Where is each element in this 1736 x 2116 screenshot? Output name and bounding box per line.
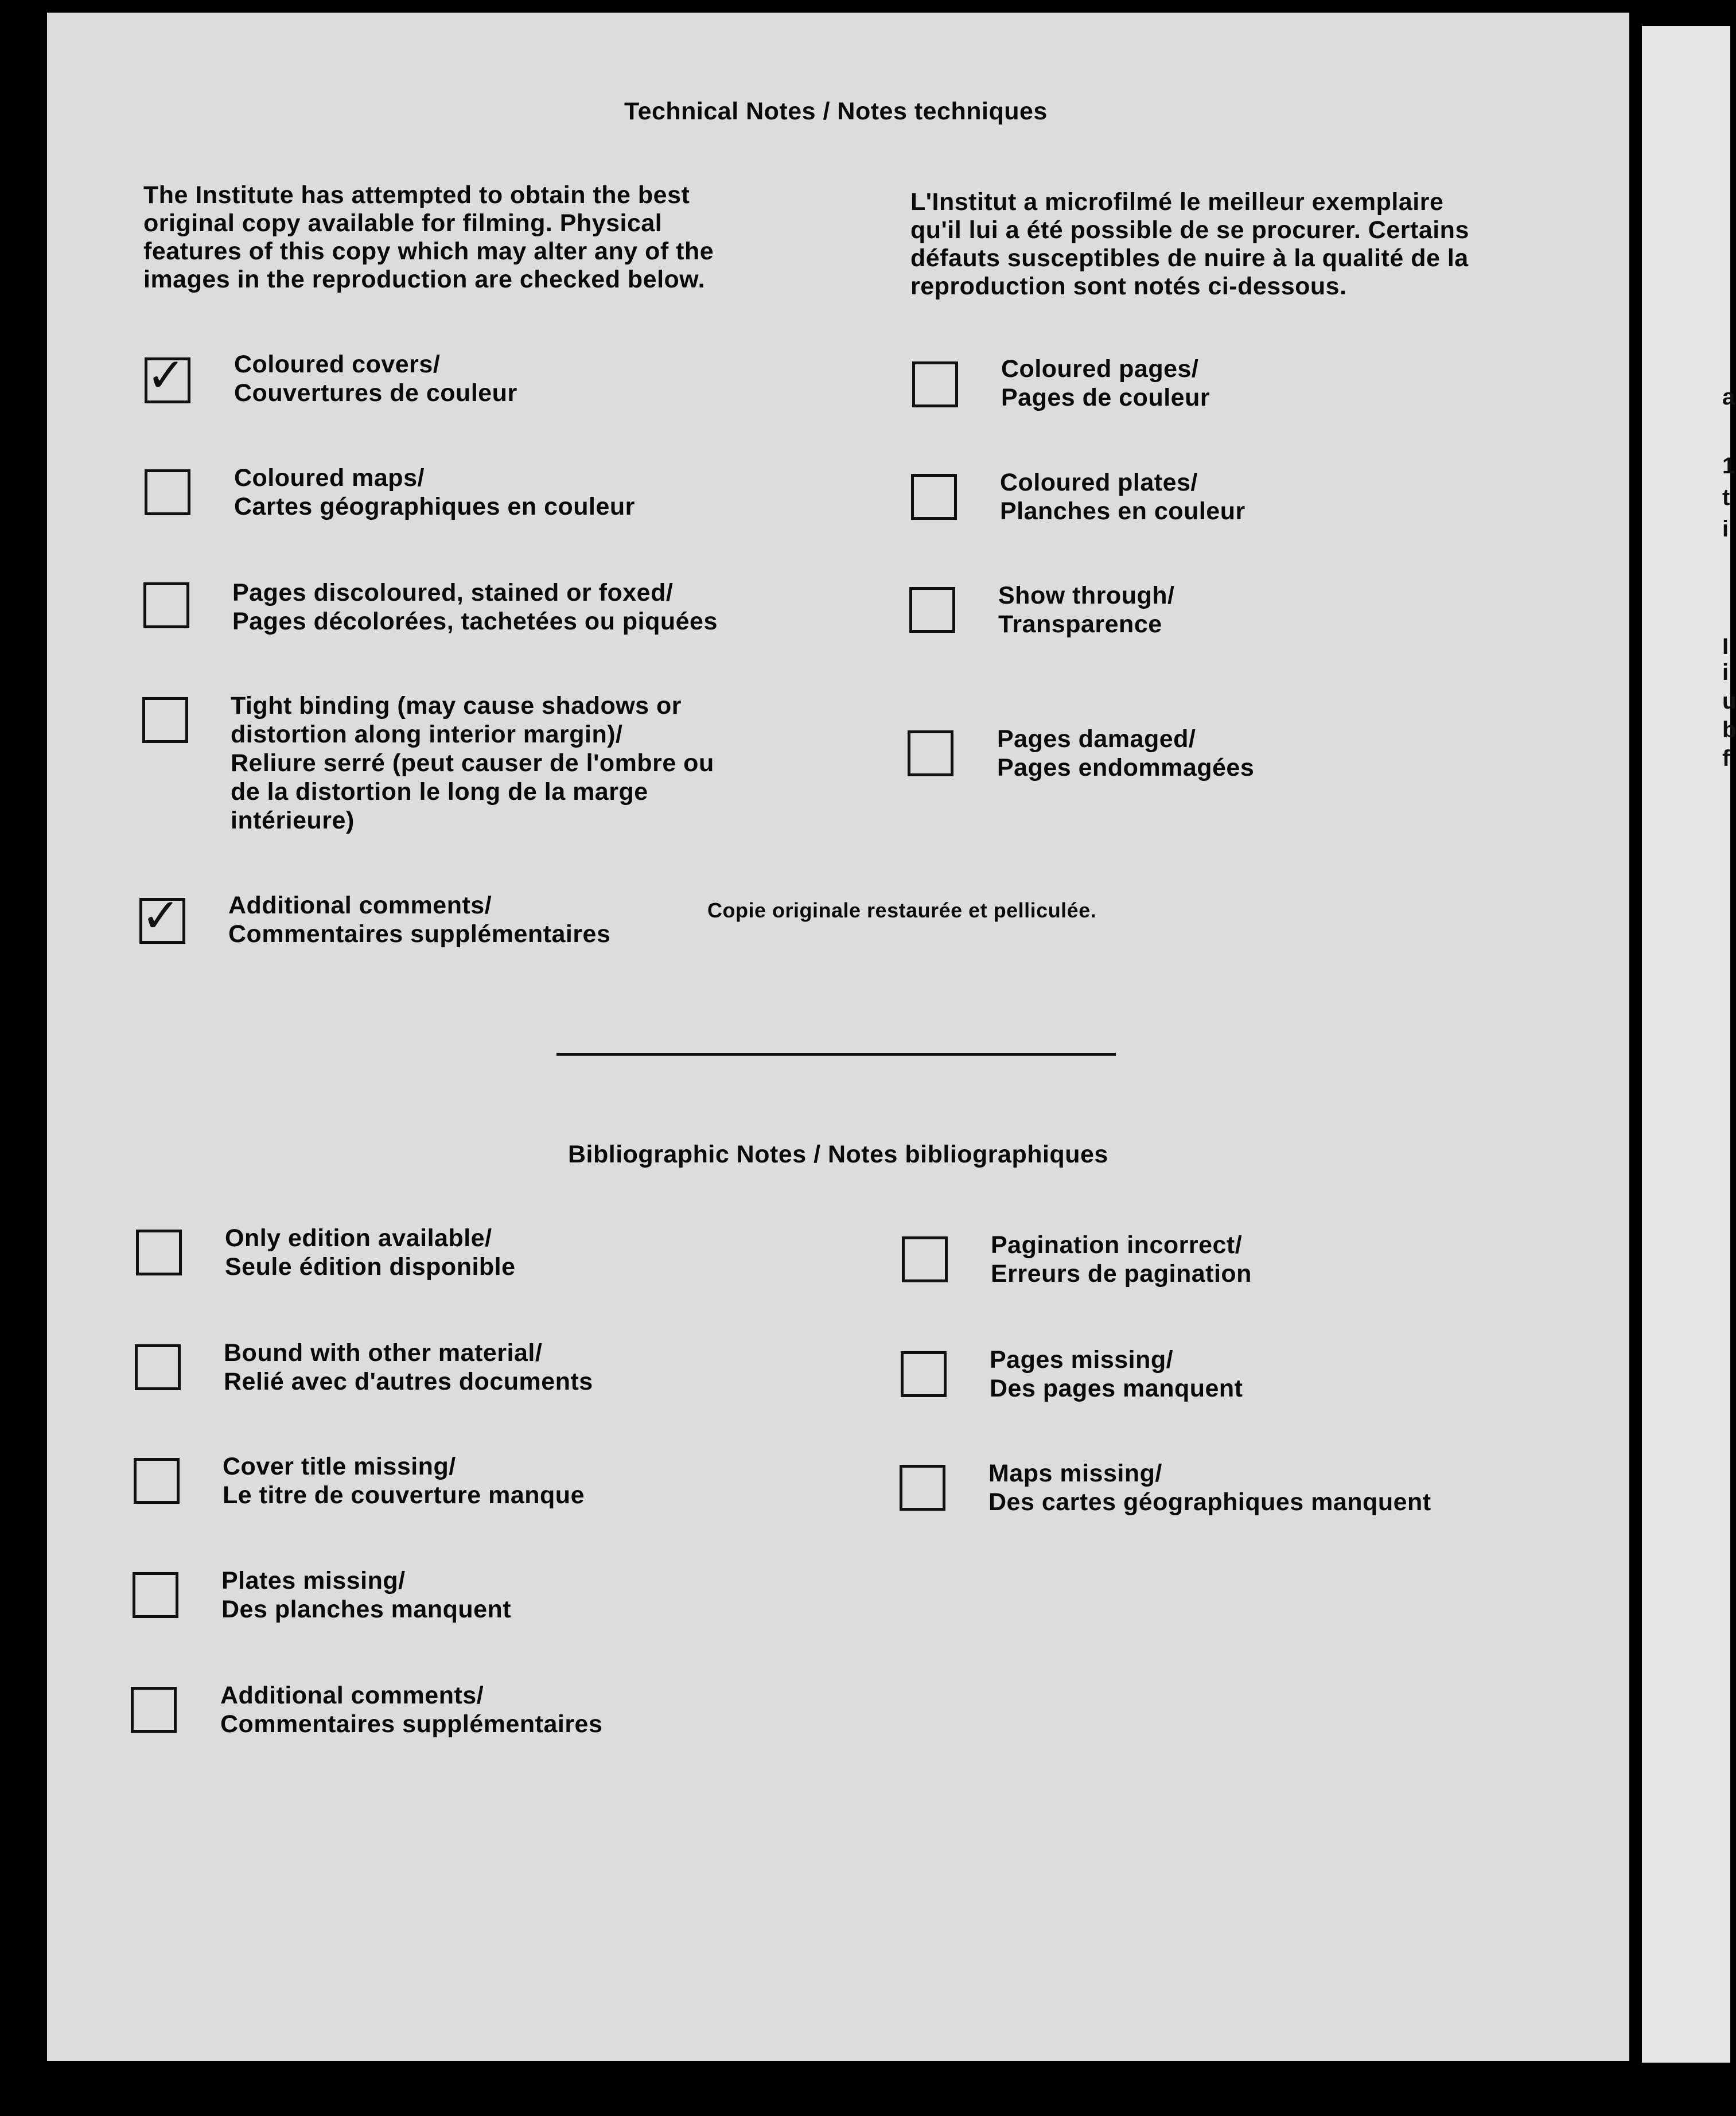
pages-damaged-checkbox[interactable] [908,730,953,776]
only-edition-checkbox[interactable] [136,1230,182,1275]
maps-missing-label: Maps missing/ Des cartes géographiques manquent [988,1460,1431,1516]
cover-title-missing-checkbox[interactable] [134,1458,180,1504]
show-through-label: Show through/ Transparence [998,582,1175,638]
coloured-plates-label: Coloured plates/ Planches en couleur [1000,469,1245,525]
film-border-bottom [0,2063,1730,2116]
edge-letter: u [1722,689,1736,714]
bibliographic-notes-title: Bibliographic Notes / Notes bibliographiques [568,1141,1108,1168]
intro-english: The Institute has attempted to obtain the best original copy available for filming. Physical features of this copy which may alter any of the images in the reproduction are checked below. [143,181,714,293]
coloured-pages-checkbox[interactable] [912,361,958,407]
document-page [47,13,1629,2061]
cover-title-missing-label: Cover title missing/ Le titre de couverture manque [223,1453,585,1509]
additional-comments-checkbox[interactable] [139,889,185,944]
only-edition-label: Only edition available/ Seule édition disponible [225,1224,516,1281]
maps-missing-checkbox[interactable] [900,1465,945,1511]
pages-missing-checkbox[interactable] [901,1351,947,1397]
edge-letter: i [1722,660,1729,685]
additional-comments-label: Additional comments/ Commentaires supplémentaires [228,892,611,948]
technical-notes-title: Technical Notes / Notes techniques [624,98,1048,125]
edge-letter: f [1722,746,1730,771]
pages-missing-label: Pages missing/ Des pages manquent [990,1346,1243,1402]
show-through-checkbox[interactable] [909,587,955,633]
pages-discoloured-checkbox[interactable] [143,582,189,628]
coloured-maps-label: Coloured maps/ Cartes géographiques en couleur [234,464,635,520]
pagination-incorrect-checkbox[interactable] [902,1236,948,1282]
coloured-pages-label: Coloured pages/ Pages de couleur [1001,355,1210,411]
additional-comments-text: Copie originale restaurée et pelliculée. [707,898,1097,922]
bib-additional-comments-checkbox[interactable] [131,1687,177,1733]
check-mark-icon: ✓ [146,348,186,403]
coloured-maps-checkbox[interactable] [145,469,190,515]
edge-letter: a [1722,384,1735,410]
edge-letter: 1 [1722,453,1735,479]
bound-with-label: Bound with other material/ Relié avec d'autres documents [224,1339,593,1395]
edge-letter: b [1722,717,1736,742]
plates-missing-label: Plates missing/ Des planches manquent [221,1567,512,1623]
adjacent-page-strip [1642,26,1730,2066]
edge-letter: t [1722,485,1730,510]
section-divider [556,1053,1116,1056]
coloured-plates-checkbox[interactable] [911,474,957,520]
bib-additional-comments-label: Additional comments/ Commentaires supplémentaires [220,1682,603,1738]
pages-discoloured-label: Pages discoloured, stained or foxed/ Pages décolorées, tachetées ou piquées [232,579,718,635]
coloured-covers-checkbox[interactable] [145,348,190,403]
intro-french: L'Institut a microfilmé le meilleur exemplaire qu'il lui a été possible de se procurer. Certains défauts susceptibles de nuire à la qualité de la reproduction sont notés ci-dessous. [910,188,1469,300]
edge-letter: I [1722,634,1729,659]
plates-missing-checkbox[interactable] [133,1572,178,1618]
pages-damaged-label: Pages damaged/ Pages endommagées [997,725,1255,781]
tight-binding-checkbox[interactable] [142,697,188,743]
bound-with-checkbox[interactable] [135,1344,181,1390]
edge-letter: i [1722,516,1729,542]
pagination-incorrect-label: Pagination incorrect/ Erreurs de pagination [991,1231,1252,1288]
tight-binding-label: Tight binding (may cause shadows or distortion along interior margin)/ Reliure serré (peut causer de l'ombre ou de la distortion le long de la marge intérieure) [231,692,714,834]
coloured-covers-label: Coloured covers/ Couvertures de couleur [234,351,517,407]
check-mark-icon: ✓ [141,889,181,943]
